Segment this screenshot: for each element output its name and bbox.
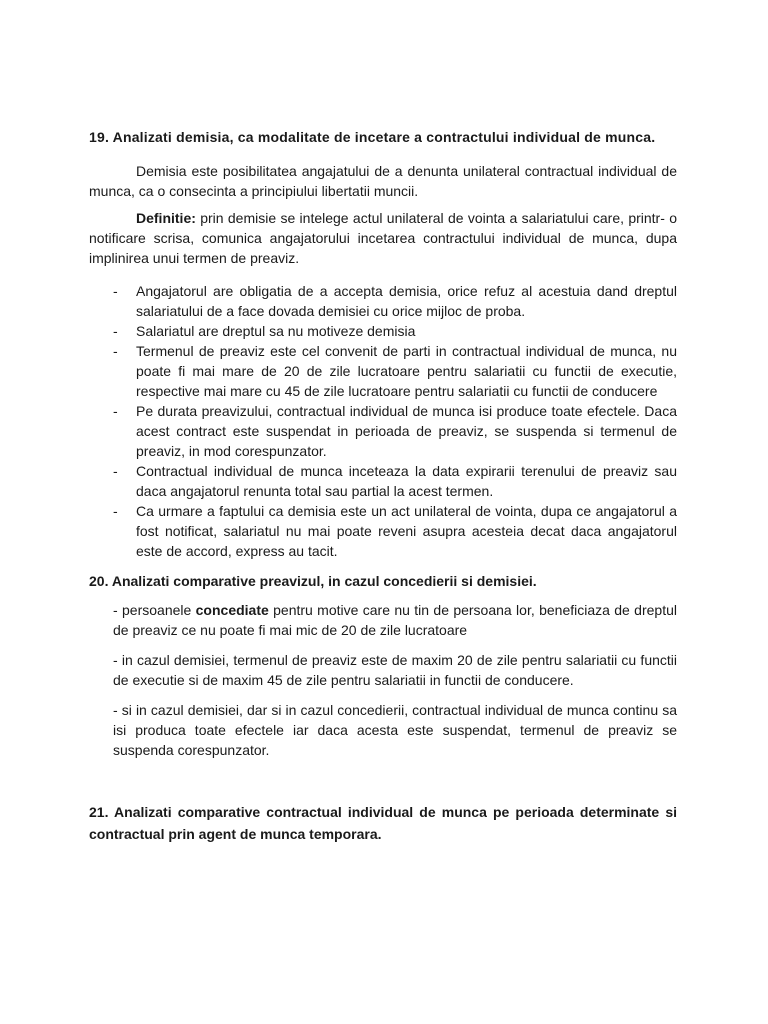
section-21-heading: 21. Analizati comparative contractual individual de munca pe perioada determinate si contractual prin agent de munca temporara. — [89, 804, 677, 842]
dash-bullet: - — [113, 403, 118, 419]
emphasis-concediate: concediate — [195, 602, 269, 618]
section-19-heading: 19. Analizati demisia, ca modalitate de incetare a contractului individual de munca. — [89, 129, 656, 145]
dash-bullet: - — [113, 323, 118, 339]
dash-bullet: - — [113, 463, 118, 479]
list-item: - Salariatul are dreptul sa nu motiveze demisia — [113, 323, 416, 339]
dash-bullet: - — [113, 283, 118, 299]
definition-text: prin demisie se intelege actul unilateral de vointa a salariatului care, printr- o notificare scrisa, comunica angajatorului incetarea contractului individual de munca, dupa implinirea unui termen de preaviz. — [89, 210, 677, 266]
list-item: - Pe durata preavizului, contractual individual de munca isi produce toate efectele. Daca acest contract este suspendat in perioada de preaviz, se suspenda si termenul de preaviz, in mod corespunzator. — [113, 403, 677, 459]
list-item: - Ca urmare a faptului ca demisia este un act unilateral de vointa, dupa ce angajatorul a fost notificat, salariatul nu mai poate reveni asupra acesteia decat daca angajatorul este de accord, express au tacit. — [113, 503, 677, 559]
section-19-definition — [89, 208, 677, 268]
list-item: - Termenul de preaviz este cel convenit de parti in contractual individual de munca, nu poate fi mai mare de 20 de zile lucratoare pentru salariatii cu functii de executie, respective mai mare cu 45 de zile lucratoare pentru salariatii cu functii de conducere — [113, 343, 677, 399]
section-20-item-both: - si in cazul demisiei, dar si in cazul concedierii, contractual individual de munca continu sa isi produca toate efectele iar daca acesta este suspendat, termenul de preaviz se suspenda corespunzator. — [113, 702, 677, 758]
section-20-item-demisie: - in cazul demisiei, termenul de preaviz este de maxim 20 de zile pentru salariatii cu functii de executie si de maxim 45 de zile pentru salariatii in functii de conducere. — [113, 652, 677, 688]
list-item: - Contractual individual de munca inceteaza la data expirarii terenului de preaviz sau daca angajatorul renunta total sau partial la acest termen. — [113, 463, 677, 499]
section-19-intro: Demisia este posibilitatea angajatului de a denunta unilateral contractual individual de munca, ca o consecinta a principiului libertatii muncii. — [89, 163, 677, 199]
dash-bullet: - — [113, 503, 118, 519]
definition-label: Definitie: — [136, 210, 196, 226]
section-20-heading: 20. Analizati comparative preavizul, in cazul concedierii si demisiei. — [89, 573, 537, 589]
document-page — [89, 125, 677, 845]
list-item: - Angajatorul are obligatia de a accepta demisia, orice refuz al acestuia dand dreptul salariatului de a face dovada demisiei cu orice mijloc de proba. — [113, 283, 677, 319]
section-19-bullet-list — [89, 281, 677, 561]
section-20-item-concediate: - persoanele concediate pentru motive care nu tin de persoana lor, beneficiaza de dreptul de preaviz ce nu poate fi mai mic de 20 de zile lucratoare — [113, 602, 677, 638]
dash-bullet: - — [113, 343, 118, 359]
